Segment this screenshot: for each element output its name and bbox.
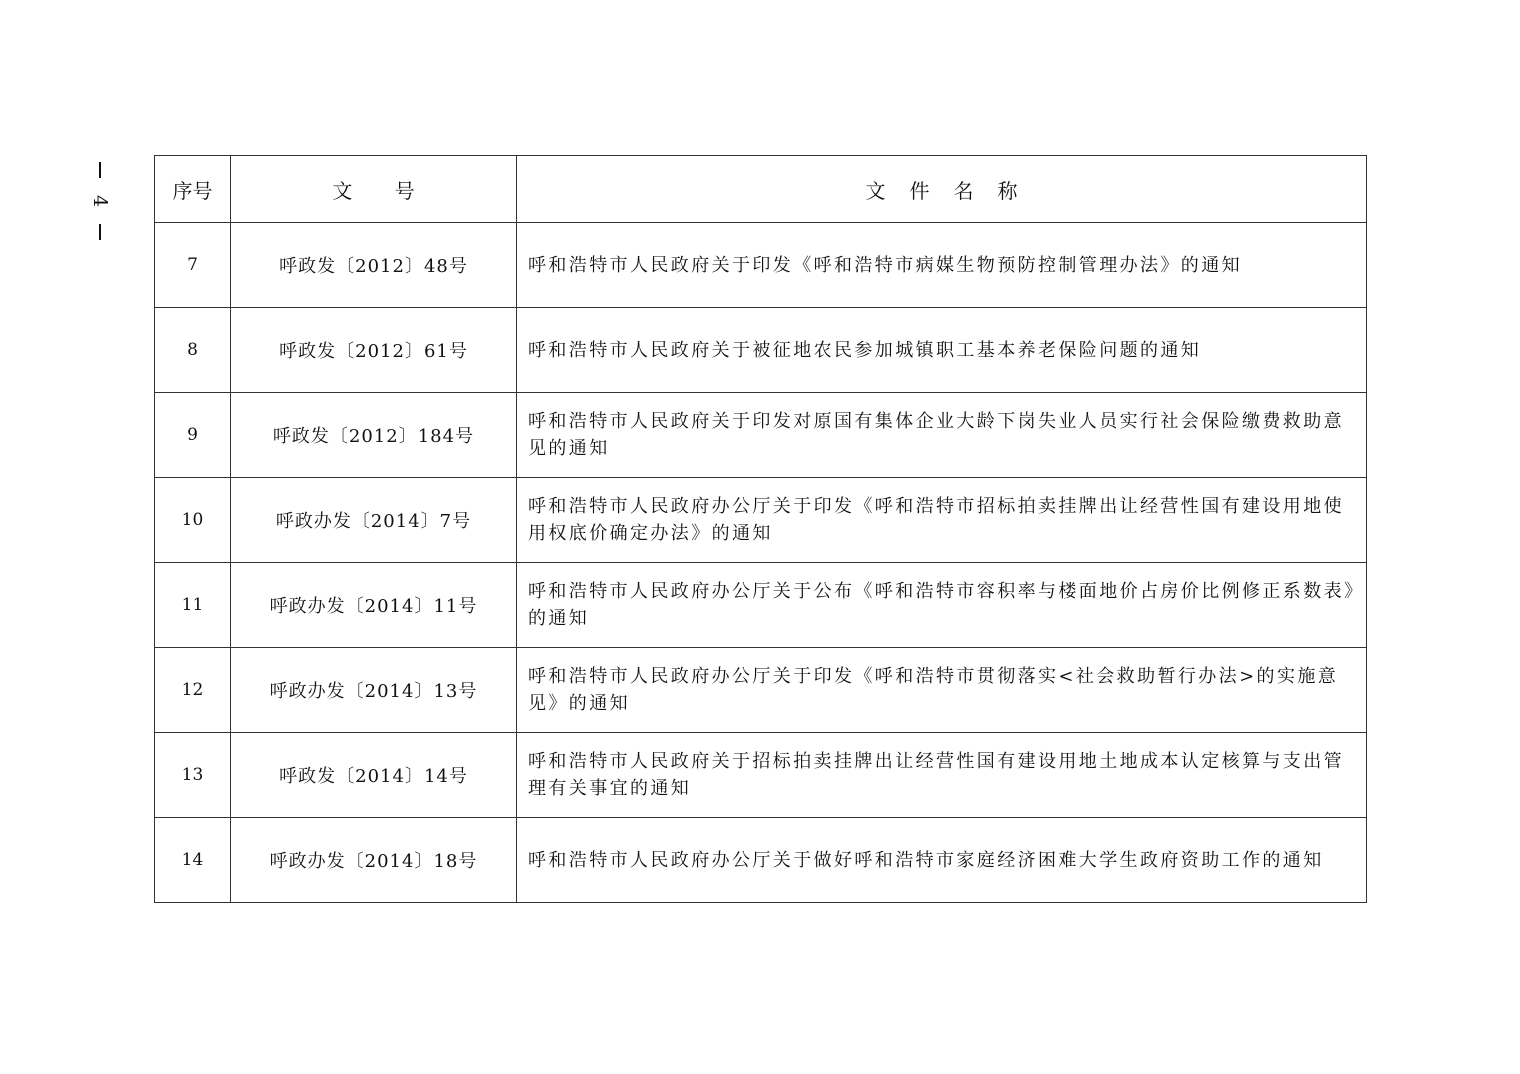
cell-doc-number: 呼政办发〔2014〕18号 bbox=[231, 818, 517, 903]
cell-doc-title: 呼和浩特市人民政府关于印发《呼和浩特市病媒生物预防控制管理办法》的通知 bbox=[517, 223, 1367, 308]
table-row bbox=[155, 818, 1367, 903]
table-row bbox=[155, 393, 1367, 478]
cell-seq: 13 bbox=[155, 733, 231, 818]
cell-doc-title: 呼和浩特市人民政府办公厅关于做好呼和浩特市家庭经济困难大学生政府资助工作的通知 bbox=[517, 818, 1367, 903]
cell-seq: 10 bbox=[155, 478, 231, 563]
header-doc-title: 文件名称 bbox=[517, 156, 1367, 223]
cell-seq: 7 bbox=[155, 223, 231, 308]
cell-doc-title: 呼和浩特市人民政府办公厅关于公布《呼和浩特市容积率与楼面地价占房价比例修正系数表》的通知 bbox=[517, 563, 1367, 648]
header-doc-number: 文 号 bbox=[231, 156, 517, 223]
header-seq: 序号 bbox=[155, 156, 231, 223]
page-number: 4 bbox=[89, 194, 111, 208]
table-row bbox=[155, 648, 1367, 733]
cell-doc-title: 呼和浩特市人民政府关于印发对原国有集体企业大龄下岗失业人员实行社会保险缴费救助意见的通知 bbox=[517, 393, 1367, 478]
cell-doc-number: 呼政发〔2012〕61号 bbox=[231, 308, 517, 393]
table-row bbox=[155, 478, 1367, 563]
cell-doc-title: 呼和浩特市人民政府办公厅关于印发《呼和浩特市招标拍卖挂牌出让经营性国有建设用地使用权底价确定办法》的通知 bbox=[517, 478, 1367, 563]
cell-seq: 8 bbox=[155, 308, 231, 393]
page-number-dash-bottom bbox=[99, 224, 101, 240]
cell-doc-title: 呼和浩特市人民政府关于招标拍卖挂牌出让经营性国有建设用地土地成本认定核算与支出管理有关事宜的通知 bbox=[517, 733, 1367, 818]
cell-doc-number: 呼政办发〔2014〕13号 bbox=[231, 648, 517, 733]
page-number-dash-top bbox=[99, 162, 101, 178]
table-row bbox=[155, 308, 1367, 393]
cell-doc-number: 呼政发〔2014〕14号 bbox=[231, 733, 517, 818]
cell-seq: 11 bbox=[155, 563, 231, 648]
cell-seq: 12 bbox=[155, 648, 231, 733]
table-row bbox=[155, 733, 1367, 818]
cell-doc-title: 呼和浩特市人民政府关于被征地农民参加城镇职工基本养老保险问题的通知 bbox=[517, 308, 1367, 393]
document-list-table bbox=[154, 155, 1367, 903]
table-row bbox=[155, 223, 1367, 308]
table-header-row bbox=[155, 156, 1367, 223]
cell-doc-title: 呼和浩特市人民政府办公厅关于印发《呼和浩特市贯彻落实<社会救助暂行办法>的实施意见》的通知 bbox=[517, 648, 1367, 733]
cell-doc-number: 呼政发〔2012〕48号 bbox=[231, 223, 517, 308]
page-number-marker bbox=[88, 162, 112, 240]
cell-doc-number: 呼政发〔2012〕184号 bbox=[231, 393, 517, 478]
cell-seq: 9 bbox=[155, 393, 231, 478]
cell-doc-number: 呼政办发〔2014〕11号 bbox=[231, 563, 517, 648]
cell-doc-number: 呼政办发〔2014〕7号 bbox=[231, 478, 517, 563]
cell-seq: 14 bbox=[155, 818, 231, 903]
table-row bbox=[155, 563, 1367, 648]
